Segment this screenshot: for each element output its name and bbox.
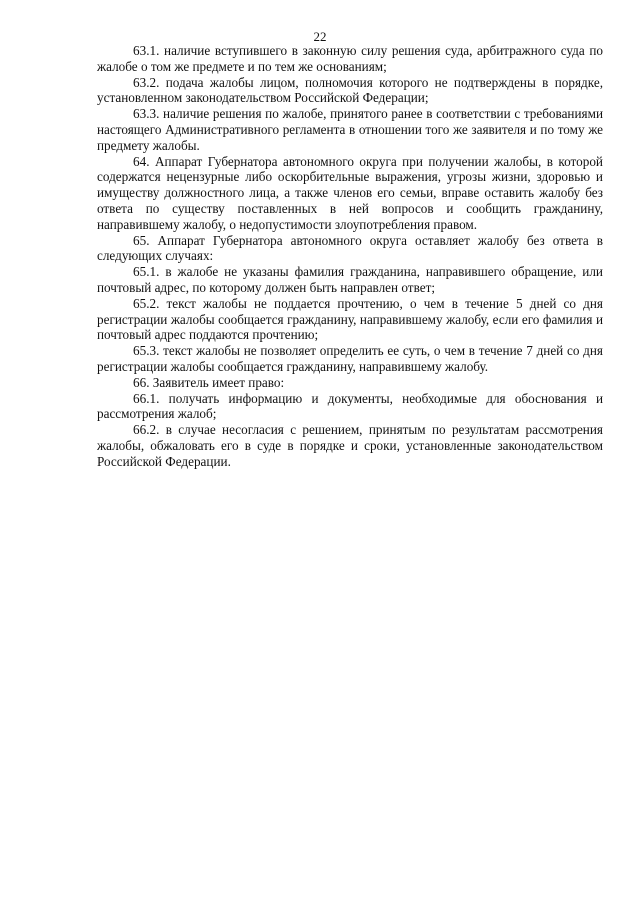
paragraph-65-2: 65.2. текст жалобы не поддается прочтению, о чем в течение 5 дней со дня регистрации жалобы сообщается гражданину, направившему жалобу, если его фамилия и почтовый адрес поддаются прочтению; [97, 295, 603, 343]
paragraph-63-2: 63.2. подача жалобы лицом, полномочия которого не подтверждены в порядке, установленном законодательством Российской Федерации; [97, 74, 603, 106]
paragraph-65-3: 65.3. текст жалобы не позволяет определить ее суть, о чем в течение 7 дней со дня регистрации жалобы сообщается гражданину, направившему жалобу. [97, 343, 603, 374]
paragraph-65-1: 65.1. в жалобе не указаны фамилия гражданина, направившего обращение, или почтовый адрес, по которому должен быть направлен ответ; [97, 264, 603, 295]
paragraph-66-2: 66.2. в случае несогласия с решением, принятым по результатам рассмотрения жалобы, обжаловать его в суде в порядке и сроки, установленные законодательством Российской Федерации. [97, 422, 603, 469]
document-body [97, 43, 603, 470]
page-number: 22 [313, 29, 327, 44]
paragraph-65: 65. Аппарат Губернатора автономного округа оставляет жалобу без ответа в следующих случаях: [97, 232, 603, 264]
paragraph-64: 64. Аппарат Губернатора автономного округа при получении жалобы, в которой содержатся нецензурные либо оскорбительные выражения, угрозы жизни, здоровью и имуществу должностного лица, а также членов его семьи, вправе оставить жалобу без ответа по существу поставленных в ней вопросов и сообщить гражданину, направившему жалобу, о недопустимости злоупотребления правом. [97, 153, 603, 232]
paragraph-63-1: 63.1. наличие вступившего в законную силу решения суда, арбитражного суда по жалобе о том же предмете и по тем же основаниям; [97, 43, 603, 74]
paragraph-63-3: 63.3. наличие решения по жалобе, принятого ранее в соответствии с требованиями настоящего Административного регламента в отношении того же заявителя и по тому же предмету жалобы. [97, 106, 603, 153]
paragraph-66-1: 66.1. получать информацию и документы, необходимые для обоснования и рассмотрения жалоб; [97, 390, 603, 422]
paragraph-66: 66. Заявитель имеет право: [133, 374, 285, 390]
